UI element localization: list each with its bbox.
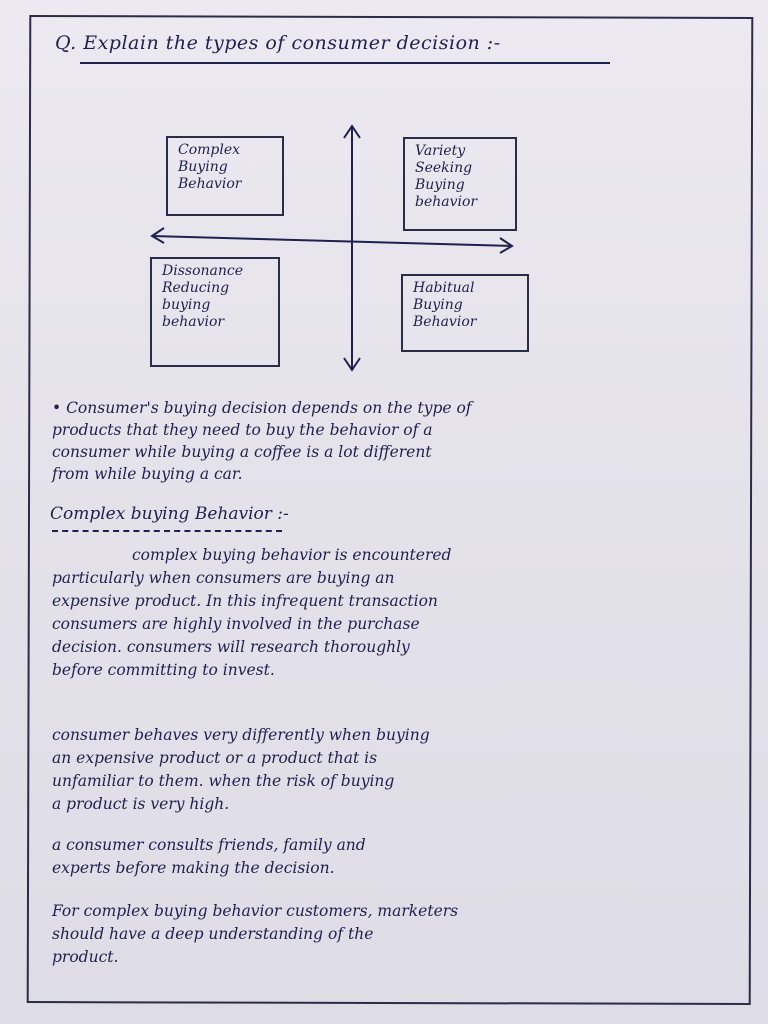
box-line: Behavior	[413, 314, 477, 330]
box-line: Variety	[415, 143, 466, 159]
text-line: complex buying behavior is encountered	[132, 546, 452, 564]
intro-paragraph	[52, 397, 742, 485]
box-line: Dissonance	[162, 263, 244, 279]
text-line: consumer while buying a coffee is a lot different	[52, 443, 432, 461]
box-line: Reducing	[162, 280, 230, 296]
box-line: Seeking	[415, 160, 473, 176]
text-line: unfamiliar to them. when the risk of buying	[52, 772, 395, 790]
complex-paragraph-1	[52, 544, 742, 682]
decision-quadrant-diagram	[0, 0, 768, 400]
text-line: product.	[52, 948, 119, 966]
box-line: Buying	[415, 177, 465, 193]
complex-paragraph-2	[52, 724, 742, 816]
box-line: Complex	[178, 142, 241, 158]
text-line: consumers are highly involved in the purchase	[52, 615, 420, 633]
text-line: For complex buying behavior customers, marketers	[52, 902, 459, 920]
section-heading: Complex buying Behavior :-	[50, 504, 289, 524]
box-line: behavior	[415, 194, 478, 210]
box-line: Habitual	[413, 280, 475, 296]
question-title: Q. Explain the types of consumer decision :-	[55, 32, 501, 54]
text-line: a consumer consults friends, family and	[52, 836, 366, 854]
text-line: an expensive product or a product that is	[52, 749, 378, 767]
text-line: particularly when consumers are buying an	[52, 569, 395, 587]
text-line: experts before making the decision.	[52, 859, 335, 877]
box-line: buying	[162, 297, 211, 313]
text-line: before committing to invest.	[52, 661, 275, 679]
box-line: Buying	[178, 159, 228, 175]
text-line: expensive product. In this infrequent transaction	[52, 592, 438, 610]
complex-paragraph-4	[52, 900, 742, 969]
box-habitual-buying	[401, 274, 529, 352]
box-line: Behavior	[178, 176, 242, 192]
text-line: from while buying a car.	[52, 465, 243, 483]
text-line: a product is very high.	[52, 795, 230, 813]
box-line: Buying	[413, 297, 463, 313]
text-line: should have a deep understanding of the	[52, 925, 374, 943]
horizontal-axis	[152, 236, 512, 246]
heading-underline	[52, 530, 282, 532]
text-line: products that they need to buy the behavior of a	[52, 421, 433, 439]
box-dissonance-reducing	[150, 257, 280, 367]
text-line: consumer behaves very differently when buying	[52, 726, 430, 744]
text-line: • Consumer's buying decision depends on the type of	[52, 399, 472, 417]
box-variety-seeking	[403, 137, 517, 231]
complex-paragraph-3	[52, 834, 742, 880]
text-line: decision. consumers will research thoroughly	[52, 638, 410, 656]
box-complex-buying	[166, 136, 284, 216]
box-line: behavior	[162, 314, 225, 330]
